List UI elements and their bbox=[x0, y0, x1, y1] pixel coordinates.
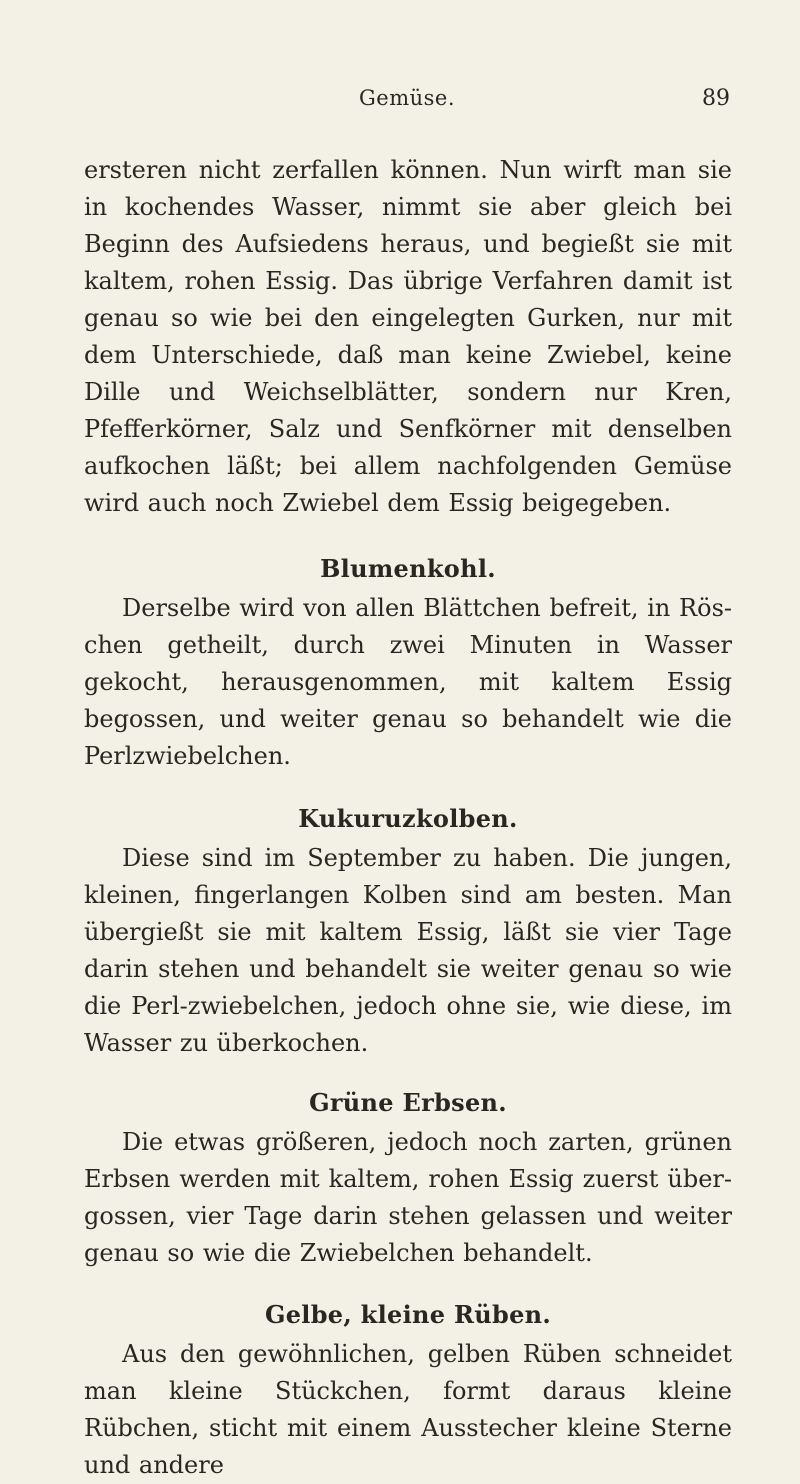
section-paragraph-continued: ersteren nicht zerfallen können. Nun wirft man sie in kochendes Wasser, nimmt sie aber gleich bei Beginn des Aufsiedens heraus, und begießt sie mit kaltem, rohen Essig. Das übrige Verfahren damit ist genau so wie bei den eingelegten Gurken, nur mit dem Unterschiede, daß man keine Zwiebel, keine Dille und Weichselblätter, sondern nur Kren, Pfefferkörner, Salz und Senfkörner mit denselben aufkochen läßt; bei allem nachfolgenden Gemüse wird auch noch Zwiebel dem Essig beigegeben. bbox=[84, 156, 732, 517]
page-content bbox=[84, 152, 732, 1484]
page-header-title: Gemüse. bbox=[358, 86, 456, 110]
section-heading-blumenkohl: Blumenkohl. bbox=[320, 554, 496, 583]
section-heading-gelbe-rueben: Gelbe, kleine Rüben. bbox=[264, 1300, 552, 1329]
section-paragraph-blumenkohl: Derselbe wird von allen Blättchen befreit, in Rös-chen getheilt, durch zwei Minuten in Wasser gekocht, herausgenommen, mit kaltem Essig begossen, und weiter genau so behandelt wie die Perlzwiebelchen. bbox=[84, 594, 732, 770]
page-number: 89 bbox=[702, 86, 730, 111]
section-paragraph-gruene-erbsen: Die etwas größeren, jedoch noch zarten, grünen Erbsen werden mit kaltem, rohen Essig zuerst über-gossen, vier Tage darin stehen gelassen und weiter genau so wie die Zwiebelchen behandelt. bbox=[84, 1128, 732, 1267]
section-heading-gruene-erbsen: Grüne Erbsen. bbox=[309, 1088, 507, 1117]
section-paragraph-gelbe-rueben: Aus den gewöhnlichen, gelben Rüben schneidet man kleine Stückchen, formt daraus kleine Rübchen, sticht mit einem Ausstecher kleine Sterne und andere bbox=[84, 1340, 732, 1479]
section-paragraph-kukuruzkolben: Diese sind im September zu haben. Die jungen, kleinen, fingerlangen Kolben sind am besten. Man übergießt sie mit kaltem Essig, läßt sie vier Tage darin stehen und behandelt sie weiter genau so wie die Perl-zwiebelchen, jedoch ohne sie, wie diese, im Wasser zu überkochen. bbox=[84, 844, 732, 1057]
section-heading-kukuruzkolben: Kukuruzkolben. bbox=[298, 804, 518, 833]
running-head bbox=[84, 86, 730, 120]
